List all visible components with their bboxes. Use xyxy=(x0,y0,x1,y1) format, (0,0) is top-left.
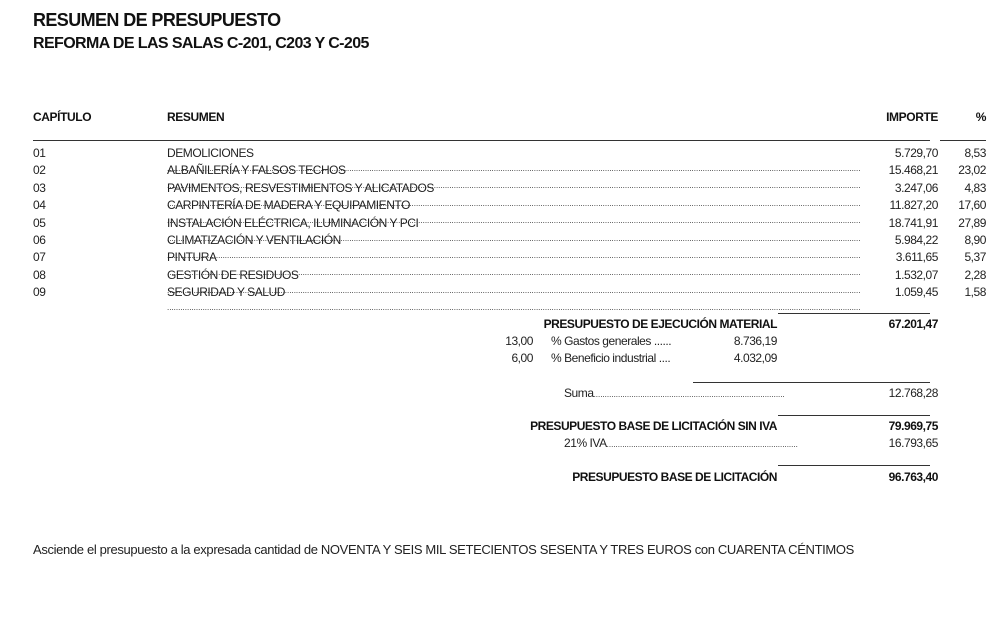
chapter-description: DEMOLICIONES ..... xyxy=(167,146,793,174)
chapter-code: 05 xyxy=(33,215,46,230)
bi-value: 4.032,09 xyxy=(733,351,777,365)
divider xyxy=(693,382,930,383)
chapter-code: 03 xyxy=(33,180,46,195)
table-row xyxy=(0,181,1005,198)
chapter-percent: 27,89 xyxy=(958,215,986,230)
chapter-description: PAVIMENTOS, RESVESTIMIENTOS Y ALICATADOS ..... xyxy=(167,181,793,209)
table-row xyxy=(0,250,1005,267)
chapter-percent: 1,58 xyxy=(964,285,986,300)
chapter-percent: 5,37 xyxy=(964,250,986,265)
sin-iva-label: PRESUPUESTO BASE DE LICITACIÓN SIN IVA xyxy=(530,419,777,433)
chapter-percent: 2,28 xyxy=(964,267,986,282)
chapter-amount: 5.729,70 xyxy=(894,146,938,160)
chapter-description: INSTALACIÓN ELÉCTRICA, ILUMINACIÓN Y PCI ..... xyxy=(167,216,793,244)
chapter-amount: 18.741,91 xyxy=(888,215,938,230)
suma-value: 12.768,28 xyxy=(888,386,938,400)
table-row xyxy=(0,233,1005,250)
header-divider xyxy=(33,140,930,141)
chapter-amount: 3.611,65 xyxy=(895,250,938,265)
chapter-description: SEGURIDAD Y SALUD ..... xyxy=(167,285,793,313)
document-subtitle: REFORMA DE LAS SALAS C-201, C203 Y C-205 xyxy=(33,35,369,52)
chapter-code: 07 xyxy=(33,250,46,265)
chapter-description: CARPINTERÍA DE MADERA Y EQUIPAMIENTO ..... xyxy=(167,198,793,226)
chapter-code: 01 xyxy=(33,146,46,160)
header-divider-pct xyxy=(940,140,986,141)
chapter-amount: 5.984,22 xyxy=(894,233,938,247)
iva-label: 21% IVA...................................................................................... xyxy=(564,436,798,450)
divider xyxy=(778,465,930,466)
bi-percent: 6,00 xyxy=(511,351,533,365)
iva-value: 16.793,65 xyxy=(888,436,938,450)
divider xyxy=(778,415,930,416)
chapter-percent: 8,90 xyxy=(964,233,986,247)
table-row xyxy=(0,268,1005,285)
chapter-amount: 15.468,21 xyxy=(888,163,938,178)
pem-label: PRESUPUESTO DE EJECUCIÓN MATERIAL xyxy=(543,317,777,331)
chapter-description: ALBAÑILERÍA Y FALSOS TECHOS ..... xyxy=(167,163,793,191)
header-resumen: RESUMEN xyxy=(167,110,225,124)
table-row xyxy=(0,216,1005,233)
chapter-description: PINTURA ..... xyxy=(167,250,793,278)
chapter-amount: 1.059,45 xyxy=(894,285,938,300)
sin-iva-value: 79.969,75 xyxy=(888,419,938,433)
suma-label: Suma...................................................................................... xyxy=(564,386,785,400)
total-value: 96.763,40 xyxy=(888,470,938,484)
total-label: PRESUPUESTO BASE DE LICITACIÓN xyxy=(572,470,777,484)
pem-value: 67.201,47 xyxy=(888,317,938,331)
chapter-code: 02 xyxy=(33,163,46,178)
table-row xyxy=(0,198,1005,215)
chapter-description: GESTIÓN DE RESIDUOS ..... xyxy=(167,268,793,296)
gg-percent: 13,00 xyxy=(505,334,533,348)
divider xyxy=(778,313,930,314)
table-row xyxy=(0,163,1005,180)
header-percent: % xyxy=(975,110,986,124)
table-row xyxy=(0,285,1005,302)
chapter-code: 06 xyxy=(33,233,46,247)
chapter-amount: 1.532,07 xyxy=(894,267,938,282)
chapter-percent: 8,53 xyxy=(964,146,986,160)
chapter-code: 08 xyxy=(33,267,46,282)
gg-label: % Gastos generales ...... xyxy=(551,334,672,348)
header-capitulo: CAPÍTULO xyxy=(33,110,92,124)
chapter-percent: 17,60 xyxy=(958,198,986,213)
chapter-code: 09 xyxy=(33,285,46,300)
header-importe: IMPORTE xyxy=(886,110,938,124)
chapter-description: CLIMATIZACIÓN Y VENTILACIÓN ..... xyxy=(167,233,793,261)
gg-value: 8.736,19 xyxy=(733,334,777,348)
chapter-amount: 3.247,06 xyxy=(894,180,938,195)
chapter-percent: 23,02 xyxy=(958,163,986,178)
chapter-amount: 11.827,20 xyxy=(889,198,938,213)
chapter-code: 04 xyxy=(33,198,46,213)
amount-in-words: Asciende el presupuesto a la expresada cantidad de NOVENTA Y SEIS MIL SETECIENTOS SESENTA Y TRES EUROS con CUARENTA CÉNTIMOS xyxy=(33,542,854,557)
table-row xyxy=(0,146,1005,163)
bi-label: % Beneficio industrial .... xyxy=(551,351,671,365)
document-title: RESUMEN DE PRESUPUESTO xyxy=(33,10,281,30)
chapter-percent: 4,83 xyxy=(964,180,986,195)
